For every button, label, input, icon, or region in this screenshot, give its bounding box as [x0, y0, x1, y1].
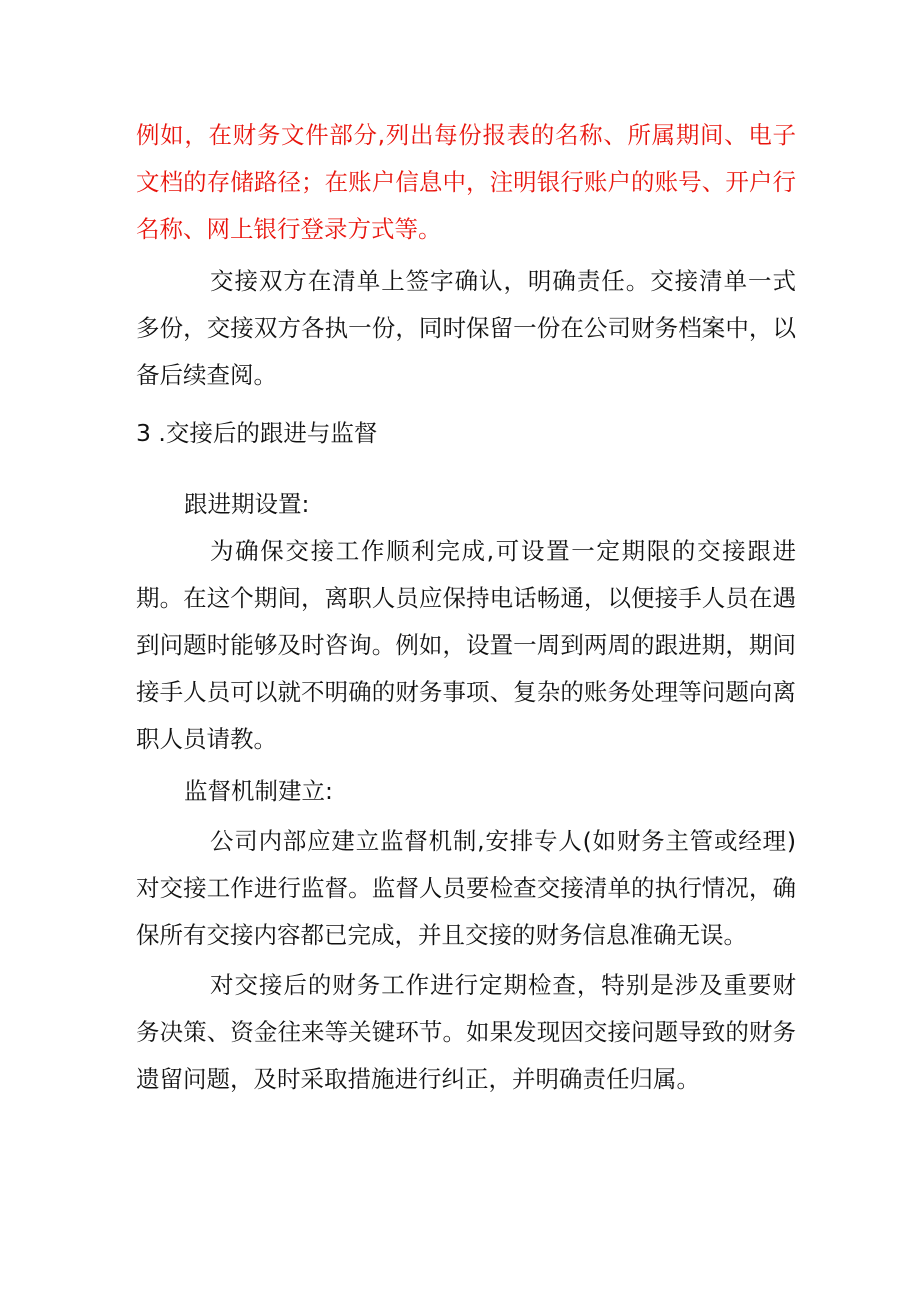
followup-period-heading: 跟进期设置:: [184, 490, 310, 518]
supervision-heading: 监督机制建立:: [184, 777, 333, 805]
paragraph-signing: 交接双方在清单上签字确认，明确责任。交接清单一式多份，交接双方各执一份，同时保留一份在公司财务档案中，以备后续查阅。: [136, 267, 796, 389]
section-3-heading: 3 .交接后的跟进与监督: [136, 419, 378, 447]
paragraph-inspection: 对交接后的财务工作进行定期检查，特别是涉及重要财务决策、资金往来等关键环节。如果发现因交接问题导致的财务遗留问题，及时采取措施进行纠正，并明确责任归属。: [136, 971, 796, 1093]
paragraph-supervision: 公司内部应建立监督机制,安排专人(如财务主管或经理)对交接工作进行监督。监督人员要检查交接清单的执行情况，确保所有交接内容都已完成，并且交接的财务信息准确无误。: [136, 827, 796, 949]
paragraph-example-red: 例如，在财务文件部分,列出每份报表的名称、所属期间、电子文档的存储路径；在账户信息中，注明银行账户的账号、开户行名称、网上银行登录方式等。: [136, 121, 796, 243]
paragraph-followup: 为确保交接工作顺利完成,可设置一定期限的交接跟进期。在这个期间，离职人员应保持电话畅通，以便接手人员在遇到问题时能够及时咨询。例如，设置一周到两周的跟进期，期间接手人员可以就不明确的财务事项、复杂的账务处理等问题向离职人员请教。: [136, 537, 796, 753]
